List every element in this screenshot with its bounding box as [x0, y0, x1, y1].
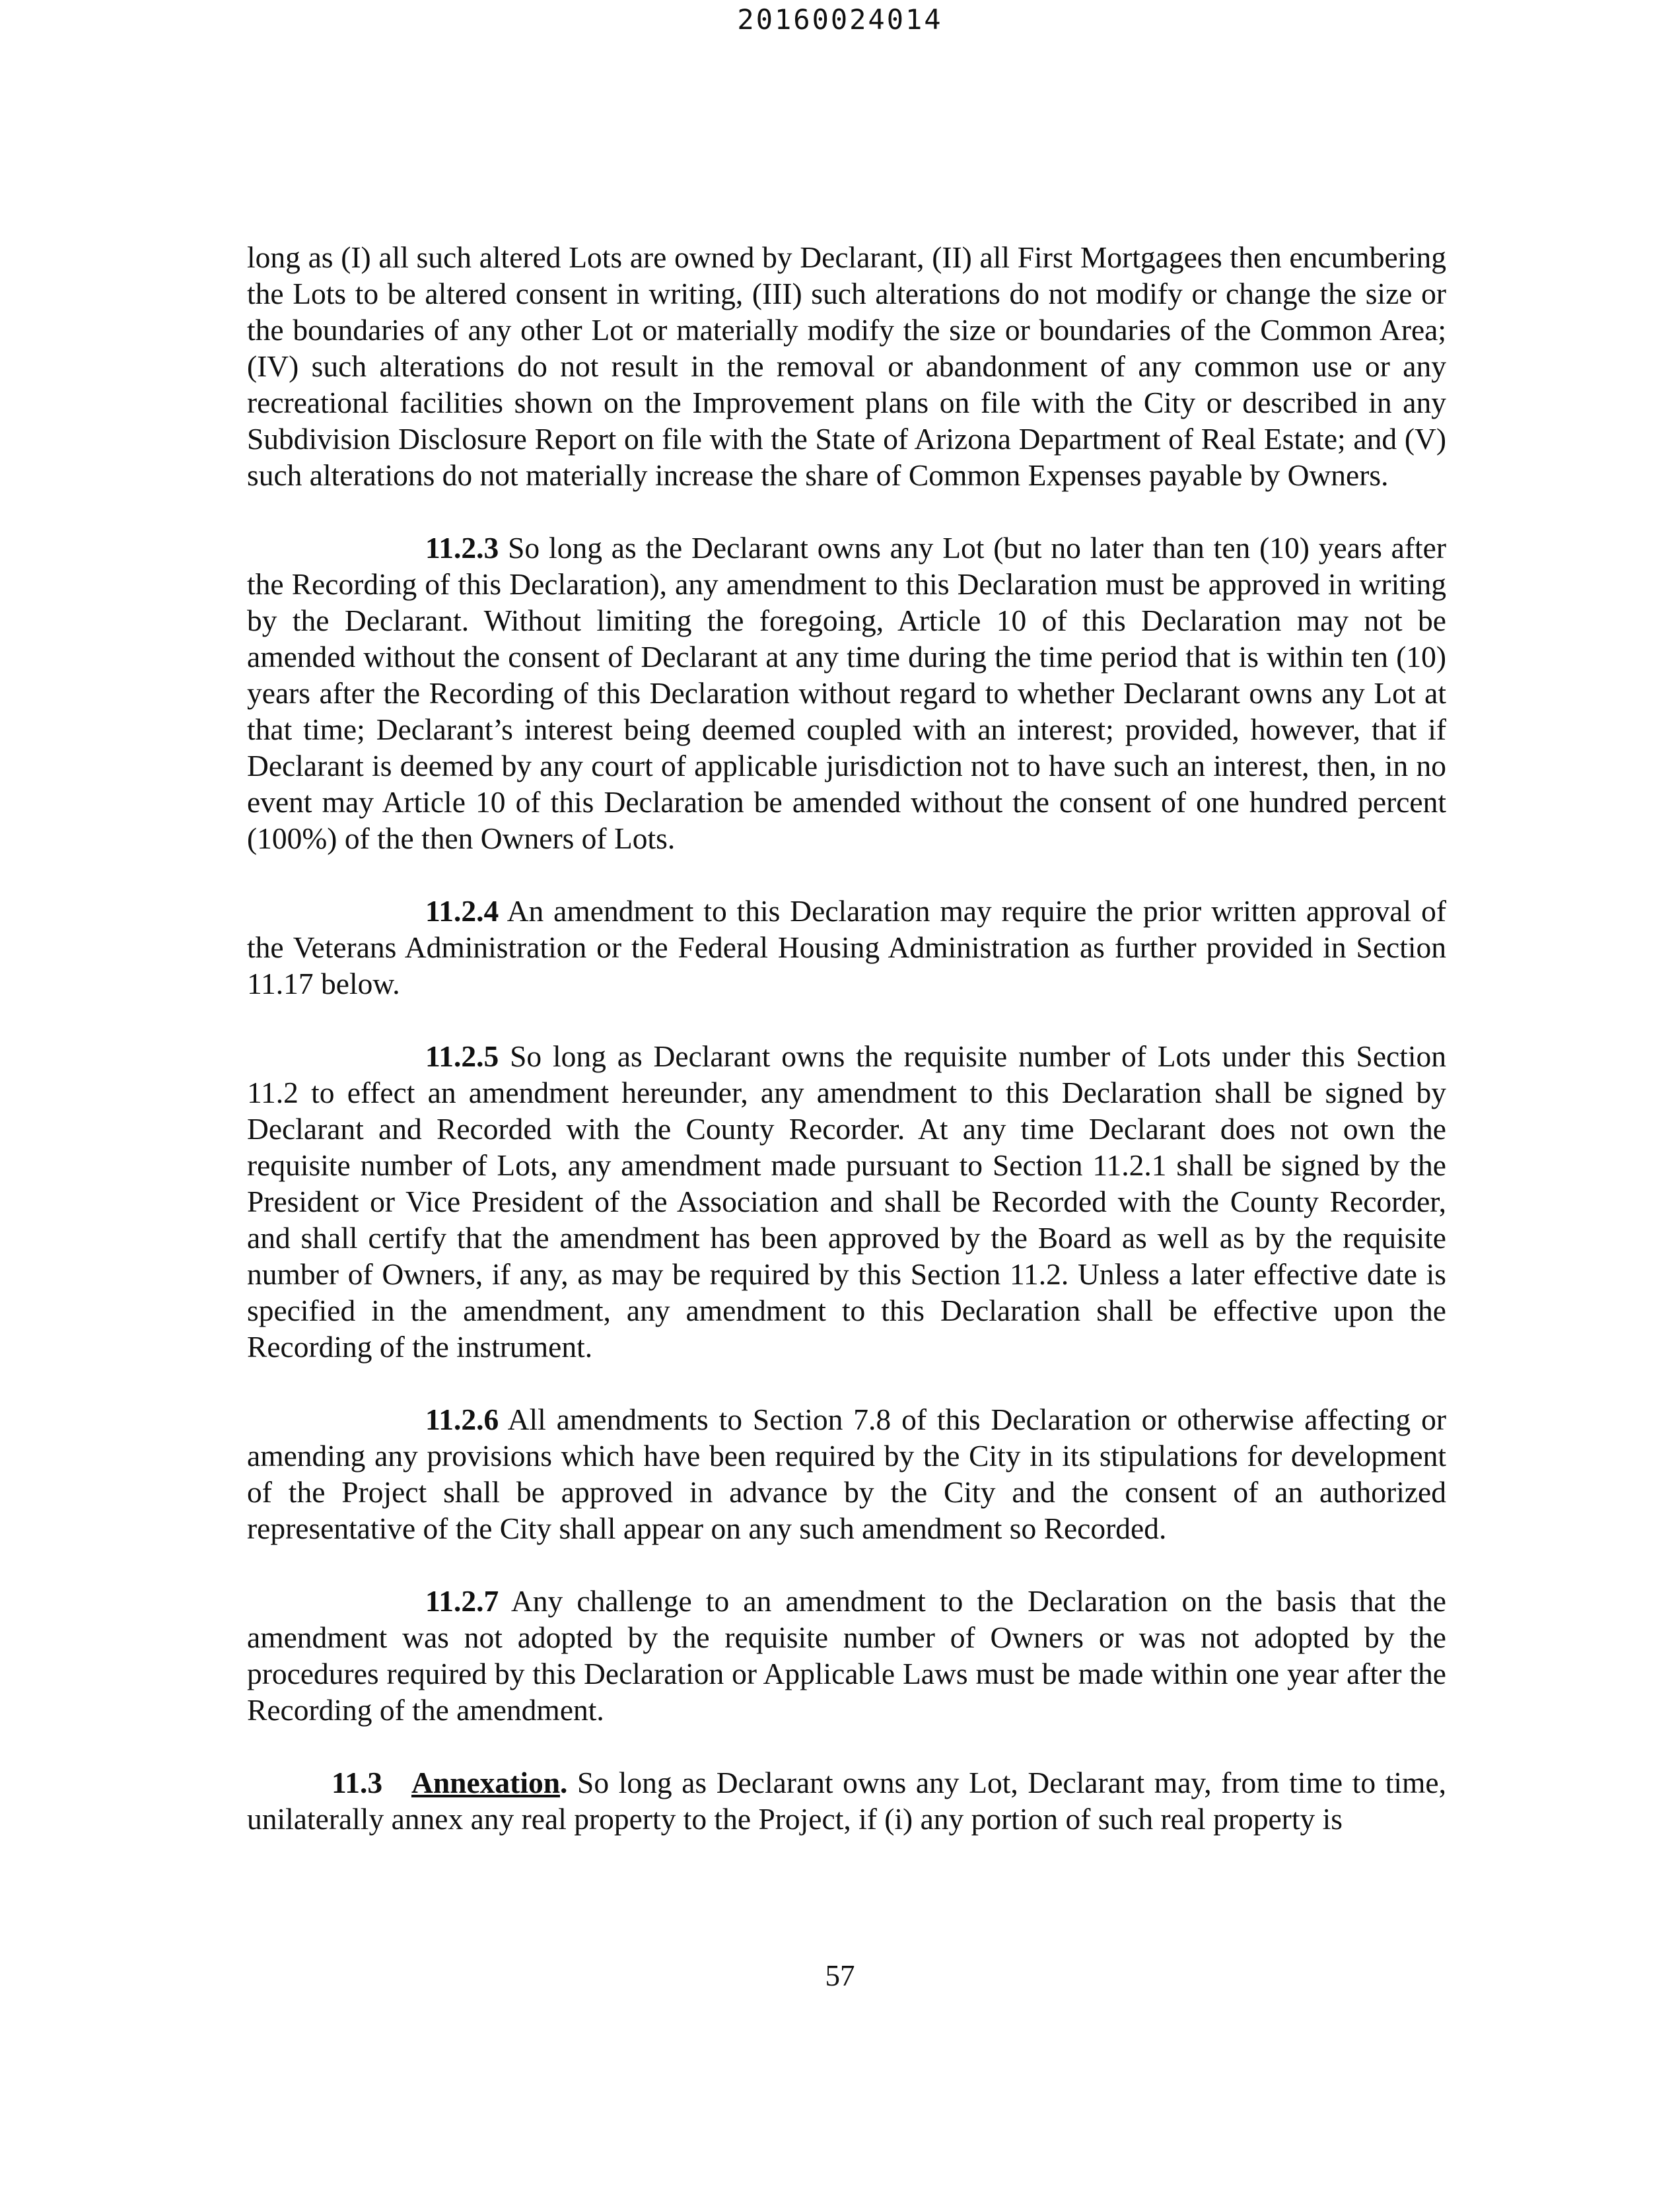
section-11-2-6: [247, 1401, 1446, 1546]
section-11-2-4: [247, 893, 1446, 1002]
paragraph-text: An amendment to this Declaration may require the prior written approval of the Veterans Administration or the Federal Housing Administration as further provided in Section 11.17 below.: [247, 894, 1446, 1000]
section-11-2-5: [247, 1038, 1446, 1365]
section-number: 11.3: [332, 1766, 383, 1799]
section-11-3: [247, 1764, 1446, 1837]
heading-period: .: [560, 1766, 568, 1799]
section-number: 11.2.3: [425, 531, 499, 565]
section-heading: Annexation: [411, 1766, 561, 1799]
paragraph-text: So long as Declarant owns any Lot, Declarant may, from time to time, unilaterally annex any real property to the Project, if (i) any portion of such real property is: [247, 1766, 1447, 1836]
paragraph-text: All amendments to Section 7.8 of this Declaration or otherwise affecting or amending any provisions which have been required by the City in its stipulations for development of the Project shall be approved in advance by the City and the consent of an authorized representative of the City shall appear on any such amendment so Recorded.: [247, 1403, 1446, 1545]
section-number: 11.2.4: [425, 894, 499, 928]
section-number: 11.2.7: [425, 1584, 499, 1618]
section-number: 11.2.5: [425, 1039, 499, 1073]
paragraph-continued: [247, 239, 1446, 493]
paragraph-text: long as (I) all such altered Lots are owned by Declarant, (II) all First Mortgagees then encumbering the Lots to be altered consent in writing, (III) such alterations do not modify or change the size or the boundaries of any other Lot or materially modify the size or boundaries of the Common Area; (IV) such alterations do not result in the removal or abandonment of any common use or any recreational facilities shown on the Improvement plans on file with the City or described in any Subdivision Disclosure Report on file with the State of Arizona Department of Real Estate; and (V) such alterations do not materially increase the share of Common Expenses payable by Owners.: [247, 240, 1446, 492]
section-number: 11.2.6: [425, 1403, 499, 1436]
section-11-2-3: [247, 530, 1446, 856]
recording-number: 20160024014: [737, 3, 943, 36]
page-number: 57: [825, 1959, 855, 1992]
paragraph-text: Any challenge to an amendment to the Declaration on the basis that the amendment was not adopted by the requisite number of Owners or was not adopted by the procedures required by this Declaration or Applicable Laws must be made within one year after the Recording of the amendment.: [247, 1584, 1446, 1727]
paragraph-text: So long as Declarant owns the requisite number of Lots under this Section 11.2 to effect an amendment hereunder, any amendment to this Declaration shall be signed by Declarant and Recorded with the County Recorder. At any time Declarant does not own the requisite number of Lots, any amendment made pursuant to Section 11.2.1 shall be signed by the President or Vice President of the Association and shall be Recorded with the County Recorder, and shall certify that the amendment has been approved by the Board as well as by the requisite number of Owners, if any, as may be required by this Section 11.2. Unless a later effective date is specified in the amendment, any amendment to this Declaration shall be effective upon the Recording of the instrument.: [247, 1039, 1446, 1364]
document-body: [247, 239, 1446, 1837]
section-11-2-7: [247, 1583, 1446, 1728]
paragraph-text: So long as the Declarant owns any Lot (but no later than ten (10) years after the Recording of this Declaration), any amendment to this Declaration must be approved in writing by the Declarant. Without limiting the foregoing, Article 10 of this Declaration may not be amended without the consent of Declarant at any time during the time period that is within ten (10) years after the Recording of this Declaration without regard to whether Declarant owns any Lot at that time; Declarant’s interest being deemed coupled with an interest; provided, however, that if Declarant is deemed by any court of applicable jurisdiction not to have such an interest, then, in no event may Article 10 of this Declaration be amended without the consent of one hundred percent (100%) of the then Owners of Lots.: [247, 531, 1446, 855]
